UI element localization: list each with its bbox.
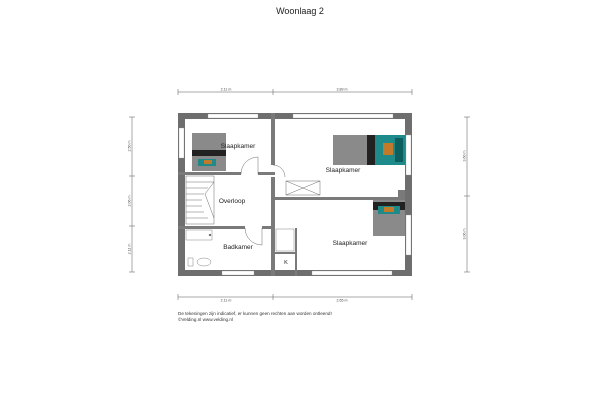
staircase xyxy=(186,176,214,224)
disclaimer-line-1: De tekeningen zijn indicatief, er kunnen geen rechten aan worden ontleend! xyxy=(178,311,332,316)
dimension-right-bottom: 3.06 m xyxy=(462,228,467,240)
dimension-bottom-right: 2.65 m xyxy=(336,298,348,303)
bed-slaapkamer-1 xyxy=(192,133,226,171)
bed-slaapkamer-2 xyxy=(333,135,405,165)
dimension-left-top: 2.50 m xyxy=(127,140,132,152)
doors xyxy=(241,157,285,245)
disclaimer xyxy=(178,311,478,323)
floor-title: Woonlaag 2 xyxy=(276,6,324,16)
disclaimer-line-2: ©Velding.nl www.velding.nl xyxy=(178,317,233,322)
dimension-left-bottom: 2.11 m xyxy=(127,243,132,255)
dimension-left-middle: 2.06 m xyxy=(127,195,132,207)
room-label-slaapkamer-3: Slaapkamer xyxy=(332,240,368,247)
room-label-slaapkamer-1: Slaapkamer xyxy=(220,143,256,150)
room-label-kast: K xyxy=(284,260,288,266)
dimension-right-top: 3.60 m xyxy=(462,150,467,162)
dimension-top-left: 2.11 m xyxy=(220,87,232,92)
room-label-badkamer: Badkamer xyxy=(223,244,253,251)
dimension-top-right: 3.89 m xyxy=(336,87,348,92)
room-label-slaapkamer-2: Slaapkamer xyxy=(325,167,361,174)
bed-slaapkamer-3 xyxy=(373,200,405,236)
desk-slaapkamer-2 xyxy=(286,181,320,195)
dimension-bottom-left: 2.11 m xyxy=(220,298,232,303)
room-label-overloop: Overloop xyxy=(218,198,246,205)
